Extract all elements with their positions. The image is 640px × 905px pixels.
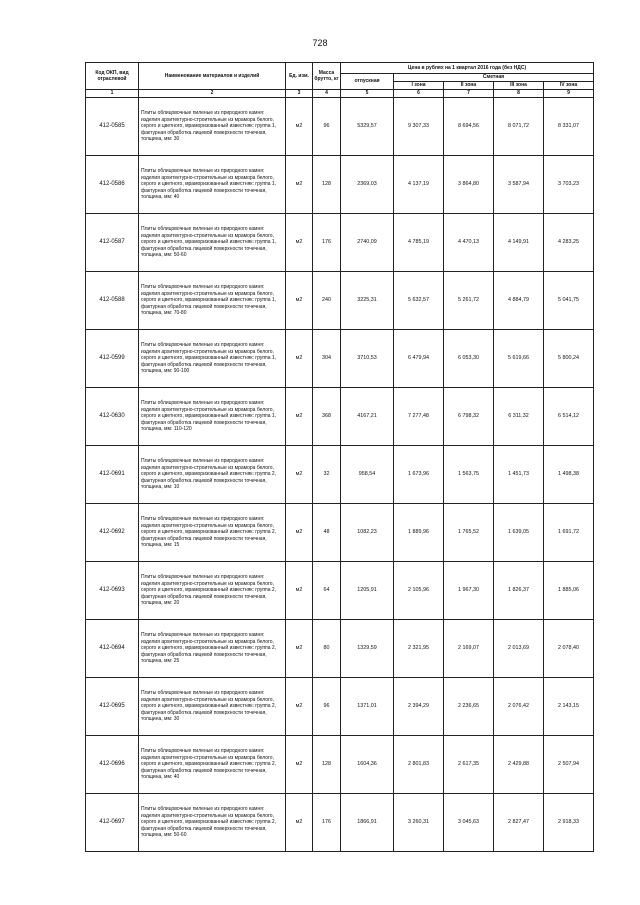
cell-zone-3-price: 3 587,94 xyxy=(494,156,544,214)
cell-zone-1-price: 3 260,31 xyxy=(394,794,444,852)
cell-name: Плиты облицовочные пиленые из природного камня: изделия архитектурно-строительные из мрамора белого, серого и цветного, мраморизованный известняк: группа 1, фактурная обработка лицевой поверхности точечная, толщина, мм: 70-80 xyxy=(139,272,286,330)
column-index: 8 xyxy=(494,90,544,98)
cell-code: 412-0630 xyxy=(86,388,139,446)
cell-release-price: 5329,57 xyxy=(341,98,394,156)
table-row xyxy=(86,330,594,388)
cell-mass: 64 xyxy=(313,562,341,620)
cell-mass: 80 xyxy=(313,620,341,678)
cell-code: 412-0694 xyxy=(86,620,139,678)
cell-zone-1-price: 2 801,83 xyxy=(394,736,444,794)
cell-unit: м2 xyxy=(286,272,313,330)
cell-mass: 240 xyxy=(313,272,341,330)
cell-name: Плиты облицовочные пиленые из природного камня: изделия архитектурно-строительные из мрамора белого, серого и цветного, мраморизованный известняк: группа 1, фактурная обработка лицевой поверхности точечная, толщина, мм: 110-120 xyxy=(139,388,286,446)
table-row xyxy=(86,214,594,272)
cell-zone-2-price: 5 261,72 xyxy=(444,272,494,330)
cell-zone-4-price: 1 691,72 xyxy=(544,504,594,562)
header-price-group: Цена в рублях на 1 квартал 2016 года (без НДС) xyxy=(341,63,594,74)
header-zone-3: III зона xyxy=(494,82,544,90)
cell-mass: 368 xyxy=(313,388,341,446)
cell-code: 412-0695 xyxy=(86,678,139,736)
cell-zone-3-price: 4 149,91 xyxy=(494,214,544,272)
cell-zone-1-price: 2 394,29 xyxy=(394,678,444,736)
cell-zone-4-price: 4 283,25 xyxy=(544,214,594,272)
cell-code: 412-0697 xyxy=(86,794,139,852)
cell-unit: м2 xyxy=(286,214,313,272)
table-row xyxy=(86,156,594,214)
cell-zone-4-price: 8 331,07 xyxy=(544,98,594,156)
cell-zone-2-price: 6 053,30 xyxy=(444,330,494,388)
cell-mass: 176 xyxy=(313,794,341,852)
cell-zone-3-price: 1 639,05 xyxy=(494,504,544,562)
cell-zone-3-price: 1 826,37 xyxy=(494,562,544,620)
cell-release-price: 3710,53 xyxy=(341,330,394,388)
header-unit: Ед. изм. xyxy=(286,63,313,90)
cell-zone-2-price: 2 169,07 xyxy=(444,620,494,678)
cell-unit: м2 xyxy=(286,388,313,446)
cell-zone-4-price: 5 800,24 xyxy=(544,330,594,388)
cell-zone-2-price: 8 694,56 xyxy=(444,98,494,156)
cell-code: 412-0587 xyxy=(86,214,139,272)
header-estimate-price: Сметная xyxy=(394,74,594,82)
table-row xyxy=(86,678,594,736)
column-index: 2 xyxy=(139,90,286,98)
cell-release-price: 1329,59 xyxy=(341,620,394,678)
cell-unit: м2 xyxy=(286,678,313,736)
cell-mass: 32 xyxy=(313,446,341,504)
cell-zone-4-price: 5 041,75 xyxy=(544,272,594,330)
table-row xyxy=(86,388,594,446)
column-index: 4 xyxy=(313,90,341,98)
cell-zone-2-price: 3 045,63 xyxy=(444,794,494,852)
column-index: 5 xyxy=(341,90,394,98)
cell-zone-2-price: 4 470,13 xyxy=(444,214,494,272)
cell-code: 412-0599 xyxy=(86,330,139,388)
cell-zone-3-price: 4 884,79 xyxy=(494,272,544,330)
cell-code: 412-0588 xyxy=(86,272,139,330)
cell-mass: 96 xyxy=(313,98,341,156)
cell-zone-4-price: 3 703,23 xyxy=(544,156,594,214)
table-row xyxy=(86,620,594,678)
cell-name: Плиты облицовочные пиленые из природного камня: изделия архитектурно-строительные из мрамора белого, серого и цветного, мраморизованный известняк: группа 2, фактурная обработка лицевой поверхности точечная, толщина, мм: 15 xyxy=(139,504,286,562)
cell-zone-2-price: 1 967,30 xyxy=(444,562,494,620)
cell-zone-4-price: 2 078,40 xyxy=(544,620,594,678)
cell-unit: м2 xyxy=(286,736,313,794)
cell-release-price: 1604,36 xyxy=(341,736,394,794)
cell-code: 412-0586 xyxy=(86,156,139,214)
header-name: Наименование материалов и изделий xyxy=(139,63,286,90)
cell-code: 412-0585 xyxy=(86,98,139,156)
cell-zone-1-price: 2 321,95 xyxy=(394,620,444,678)
cell-zone-1-price: 1 673,96 xyxy=(394,446,444,504)
cell-name: Плиты облицовочные пиленые из природного камня: изделия архитектурно-строительные из мрамора белого, серого и цветного, мраморизованный известняк: группа 1, фактурная обработка лицевой поверхности точечная, толщина, мм: 30 xyxy=(139,98,286,156)
cell-zone-2-price: 1 563,75 xyxy=(444,446,494,504)
header-mass: Масса брутто, кг xyxy=(313,63,341,90)
cell-unit: м2 xyxy=(286,156,313,214)
cell-unit: м2 xyxy=(286,446,313,504)
cell-code: 412-0691 xyxy=(86,446,139,504)
cell-zone-3-price: 2 429,88 xyxy=(494,736,544,794)
cell-name: Плиты облицовочные пиленые из природного камня: изделия архитектурно-строительные из мрамора белого, серого и цветного, мраморизованный известняк: группа 1, фактурная обработка лицевой поверхности точечная, толщина, мм: 40 xyxy=(139,156,286,214)
cell-zone-4-price: 6 514,12 xyxy=(544,388,594,446)
column-index: 1 xyxy=(86,90,139,98)
table-row xyxy=(86,504,594,562)
table-row xyxy=(86,446,594,504)
cell-unit: м2 xyxy=(286,794,313,852)
header-code: Код ОКП, вид отраслевой xyxy=(86,63,139,90)
cell-unit: м2 xyxy=(286,562,313,620)
cell-code: 412-0693 xyxy=(86,562,139,620)
cell-unit: м2 xyxy=(286,620,313,678)
cell-name: Плиты облицовочные пиленые из природного камня: изделия архитектурно-строительные из мрамора белого, серого и цветного, мраморизованный известняк: группа 2, фактурная обработка лицевой поверхности точечная, толщина, мм: 30 xyxy=(139,678,286,736)
page-number: 728 xyxy=(312,38,328,48)
cell-release-price: 1866,91 xyxy=(341,794,394,852)
cell-unit: м2 xyxy=(286,98,313,156)
column-index: 7 xyxy=(444,90,494,98)
cell-mass: 48 xyxy=(313,504,341,562)
cell-zone-3-price: 6 311,32 xyxy=(494,388,544,446)
cell-zone-2-price: 3 864,80 xyxy=(444,156,494,214)
cell-zone-4-price: 2 507,94 xyxy=(544,736,594,794)
cell-zone-1-price: 1 889,96 xyxy=(394,504,444,562)
header-zone-1: I зона xyxy=(394,82,444,90)
cell-mass: 176 xyxy=(313,214,341,272)
cell-zone-3-price: 5 619,66 xyxy=(494,330,544,388)
table-row xyxy=(86,272,594,330)
header-zone-4: IV зона xyxy=(544,82,594,90)
header-release-price: отпускная xyxy=(341,74,394,90)
cell-code: 412-0692 xyxy=(86,504,139,562)
cell-zone-2-price: 2 236,65 xyxy=(444,678,494,736)
cell-mass: 128 xyxy=(313,156,341,214)
cell-release-price: 2740,09 xyxy=(341,214,394,272)
cell-name: Плиты облицовочные пиленые из природного камня: изделия архитектурно-строительные из мрамора белого, серого и цветного, мраморизованный известняк: группа 2, фактурная обработка лицевой поверхности точечная, толщина, мм: 40 xyxy=(139,736,286,794)
cell-zone-3-price: 1 451,73 xyxy=(494,446,544,504)
cell-release-price: 4167,21 xyxy=(341,388,394,446)
cell-zone-1-price: 6 479,94 xyxy=(394,330,444,388)
column-index: 6 xyxy=(394,90,444,98)
cell-zone-4-price: 2 143,15 xyxy=(544,678,594,736)
cell-code: 412-0696 xyxy=(86,736,139,794)
cell-zone-1-price: 4 137,19 xyxy=(394,156,444,214)
cell-zone-2-price: 6 798,32 xyxy=(444,388,494,446)
table-row xyxy=(86,794,594,852)
cell-zone-2-price: 2 617,35 xyxy=(444,736,494,794)
cell-zone-1-price: 4 785,19 xyxy=(394,214,444,272)
cell-unit: м2 xyxy=(286,330,313,388)
cell-unit: м2 xyxy=(286,504,313,562)
cell-zone-3-price: 8 071,72 xyxy=(494,98,544,156)
cell-name: Плиты облицовочные пиленые из природного камня: изделия архитектурно-строительные из мрамора белого, серого и цветного, мраморизованный известняк: группа 1, фактурная обработка лицевой поверхности точечная, толщина, мм: 50-60 xyxy=(139,214,286,272)
cell-name: Плиты облицовочные пиленые из природного камня: изделия архитектурно-строительные из мрамора белого, серого и цветного, мраморизованный известняк: группа 2, фактурная обработка лицевой поверхности точечная, толщина, мм: 10 xyxy=(139,446,286,504)
cell-name: Плиты облицовочные пиленые из природного камня: изделия архитектурно-строительные из мрамора белого, серого и цветного, мраморизованный известняк: группа 2, фактурная обработка лицевой поверхности точечная, толщина, мм: 25 xyxy=(139,620,286,678)
cell-zone-1-price: 5 632,57 xyxy=(394,272,444,330)
table-row xyxy=(86,562,594,620)
cell-zone-1-price: 2 105,96 xyxy=(394,562,444,620)
cell-zone-3-price: 2 076,42 xyxy=(494,678,544,736)
cell-release-price: 1371,01 xyxy=(341,678,394,736)
table-row xyxy=(86,736,594,794)
cell-zone-3-price: 2 827,47 xyxy=(494,794,544,852)
cell-zone-1-price: 7 277,48 xyxy=(394,388,444,446)
cell-zone-2-price: 1 765,52 xyxy=(444,504,494,562)
cell-zone-4-price: 1 498,38 xyxy=(544,446,594,504)
cell-zone-1-price: 9 307,33 xyxy=(394,98,444,156)
cell-name: Плиты облицовочные пиленые из природного камня: изделия архитектурно-строительные из мрамора белого, серого и цветного, мраморизованный известняк: группа 2, фактурная обработка лицевой поверхности точечная, толщина, мм: 50-60 xyxy=(139,794,286,852)
column-index: 9 xyxy=(544,90,594,98)
cell-release-price: 1082,23 xyxy=(341,504,394,562)
column-index: 3 xyxy=(286,90,313,98)
header-zone-2: II зона xyxy=(444,82,494,90)
table-row xyxy=(86,98,594,156)
cell-release-price: 2369,03 xyxy=(341,156,394,214)
cell-name: Плиты облицовочные пиленые из природного камня: изделия архитектурно-строительные из мрамора белого, серого и цветного, мраморизованный известняк: группа 1, фактурная обработка лицевой поверхности точечная, толщина, мм: 90-100 xyxy=(139,330,286,388)
cell-release-price: 958,54 xyxy=(341,446,394,504)
cell-zone-4-price: 1 885,06 xyxy=(544,562,594,620)
cell-name: Плиты облицовочные пиленые из природного камня: изделия архитектурно-строительные из мрамора белого, серого и цветного, мраморизованный известняк: группа 2, фактурная обработка лицевой поверхности точечная, толщина, мм: 20 xyxy=(139,562,286,620)
cell-release-price: 1205,91 xyxy=(341,562,394,620)
cell-mass: 96 xyxy=(313,678,341,736)
cell-release-price: 3225,31 xyxy=(341,272,394,330)
cell-zone-4-price: 2 918,33 xyxy=(544,794,594,852)
cell-mass: 304 xyxy=(313,330,341,388)
cell-zone-3-price: 2 013,69 xyxy=(494,620,544,678)
price-table xyxy=(85,62,594,852)
cell-mass: 128 xyxy=(313,736,341,794)
